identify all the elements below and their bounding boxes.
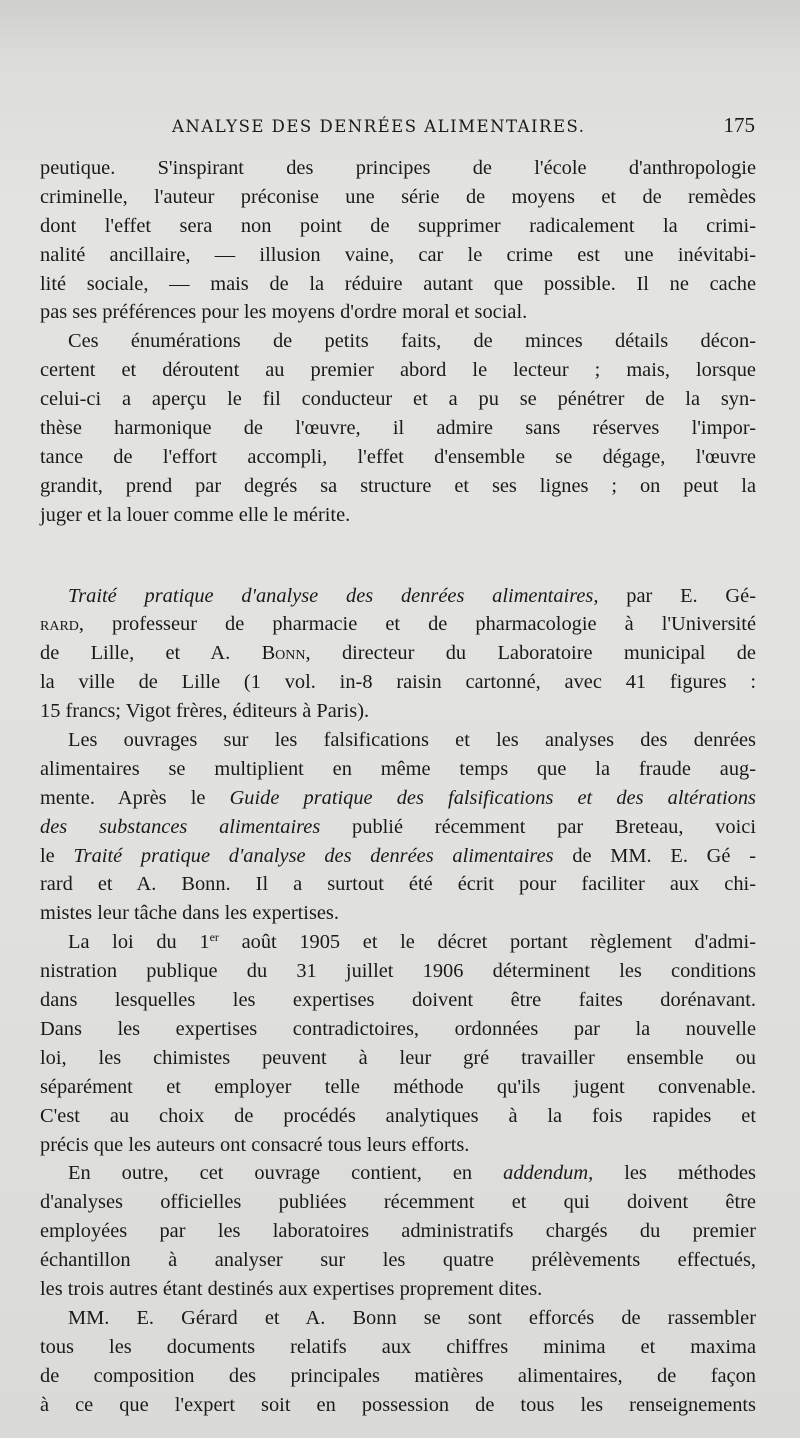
text-line: MM. E. Gérard et A. Bonn se sont efforcés de rassembler bbox=[68, 1306, 756, 1329]
cited-title: Guide pratique des falsifications et des altérations bbox=[229, 786, 756, 809]
author-name: rard, bbox=[40, 613, 84, 636]
text-line: d'analyses officielles publiées récemment et qui doivent être bbox=[40, 1191, 756, 1214]
text-line: nistration publique du 31 juillet 1906 déterminent les conditions bbox=[40, 960, 756, 983]
text-line: séparément et employer telle méthode qu'ils jugent convenable. bbox=[40, 1075, 756, 1098]
text-line: alimentaires se multiplient en même temps que la fraude aug- bbox=[40, 757, 756, 780]
text-line: le Traité pratique d'analyse des denrées alimentaires de MM. E. Gé - bbox=[40, 844, 756, 867]
text-line: échantillon à analyser sur les quatre prélèvements effectués, bbox=[40, 1249, 756, 1272]
text-line: tance de l'effort accompli, l'effet d'ensemble se dégage, l'œuvre bbox=[40, 445, 756, 468]
page-number: 175 bbox=[723, 113, 755, 137]
text-line: grandit, prend par degrés sa structure et ses lignes ; on peut la bbox=[40, 474, 756, 497]
text-line: loi, les chimistes peuvent à leur gré travailler ensemble ou bbox=[40, 1046, 756, 1069]
text-line: celui-ci a aperçu le fil conducteur et a pu se pénétrer de la syn- bbox=[40, 388, 756, 411]
book-title: Traité pratique d'analyse des denrées alimentaires bbox=[73, 844, 554, 867]
body-text bbox=[40, 154, 756, 1419]
text-line: dans lesquelles les expertises doivent être faites dorénavant. bbox=[40, 989, 756, 1012]
text-line: peutique. S'inspirant des principes de l'école d'anthropologie bbox=[40, 157, 756, 179]
text-line: pas ses préférences pour les moyens d'ordre moral et social. bbox=[40, 301, 528, 324]
paragraph bbox=[40, 1304, 756, 1420]
cited-title: des substances alimentaires bbox=[40, 815, 321, 838]
text-line: rard et A. Bonn. Il a surtout été écrit pour faciliter aux chi- bbox=[40, 873, 756, 896]
text-line: certent et déroutent au premier abord le lecteur ; mais, lorsque bbox=[40, 359, 756, 382]
text-line: de Lille, et A. Bonn, directeur du Laboratoire municipal de bbox=[40, 642, 756, 665]
text-line: dont l'effet sera non point de supprimer radicalement la crimi- bbox=[40, 214, 756, 237]
text-line: mistes leur tâche dans les expertises. bbox=[40, 902, 339, 925]
text-line: rard, professeur de pharmacie et de pharmacologie à l'Université bbox=[40, 613, 756, 636]
text-line: C'est au choix de procédés analytiques à la fois rapides et bbox=[40, 1104, 756, 1127]
paragraph-continuation bbox=[40, 154, 756, 327]
ordinal-superscript: er bbox=[209, 930, 219, 945]
text-line: thèse harmonique de l'œuvre, il admire sans réserves l'impor- bbox=[40, 417, 756, 440]
page-header bbox=[160, 113, 755, 143]
text-line: nalité ancillaire, — illusion vaine, car le crime est une inévitabi- bbox=[40, 243, 756, 266]
text-line: Les ouvrages sur les falsifications et les analyses des denrées bbox=[68, 729, 756, 752]
text-line: des substances alimentaires publié récemment par Breteau, voici bbox=[40, 815, 756, 838]
author-name: Bonn, bbox=[261, 642, 311, 665]
running-title: ANALYSE DES DENRÉES ALIMENTAIRES. bbox=[172, 117, 586, 136]
book-title: Traité pratique d'analyse des denrées alimentaires, bbox=[68, 584, 599, 607]
text-line: de composition des principales matières alimentaires, de façon bbox=[40, 1364, 756, 1387]
paragraph bbox=[40, 928, 756, 1159]
italic-term: addendum, bbox=[503, 1162, 594, 1185]
text-line: Dans les expertises contradictoires, ordonnées par la nouvelle bbox=[40, 1017, 756, 1040]
text-line: Traité pratique d'analyse des denrées alimentaires, par E. Gé- bbox=[68, 584, 756, 607]
review-citation bbox=[40, 582, 756, 726]
text-line: 15 francs; Vigot frères, éditeurs à Paris). bbox=[40, 700, 370, 723]
text-line: Ces énumérations de petits faits, de minces détails décon- bbox=[68, 330, 756, 353]
paragraph bbox=[40, 327, 756, 529]
text-line: tous les documents relatifs aux chiffres minima et maxima bbox=[40, 1335, 756, 1358]
text-line: lité sociale, — mais de la réduire autant que possible. Il ne cache bbox=[40, 272, 756, 295]
text-line: à ce que l'expert soit en possession de tous les renseignements bbox=[40, 1393, 756, 1416]
text-line: En outre, cet ouvrage contient, en addendum, les méthodes bbox=[68, 1162, 756, 1185]
text-line: mente. Après le Guide pratique des falsifications et des altérations bbox=[40, 786, 756, 809]
paragraph bbox=[40, 726, 756, 928]
text-line: La loi du 1er août 1905 et le décret portant règlement d'admi- bbox=[68, 930, 756, 954]
paragraph bbox=[40, 1159, 756, 1303]
text-line: criminelle, l'auteur préconise une série de moyens et de remèdes bbox=[40, 185, 756, 208]
section-gap bbox=[40, 530, 756, 582]
text-line: juger et la louer comme elle le mérite. bbox=[40, 503, 351, 526]
text-line: précis que les auteurs ont consacré tous leurs efforts. bbox=[40, 1133, 470, 1156]
text-line: employées par les laboratoires administratifs chargés du premier bbox=[40, 1220, 756, 1243]
text-line: la ville de Lille (1 vol. in-8 raisin cartonné, avec 41 figures : bbox=[40, 671, 756, 694]
text-line: les trois autres étant destinés aux expertises proprement dites. bbox=[40, 1277, 543, 1300]
